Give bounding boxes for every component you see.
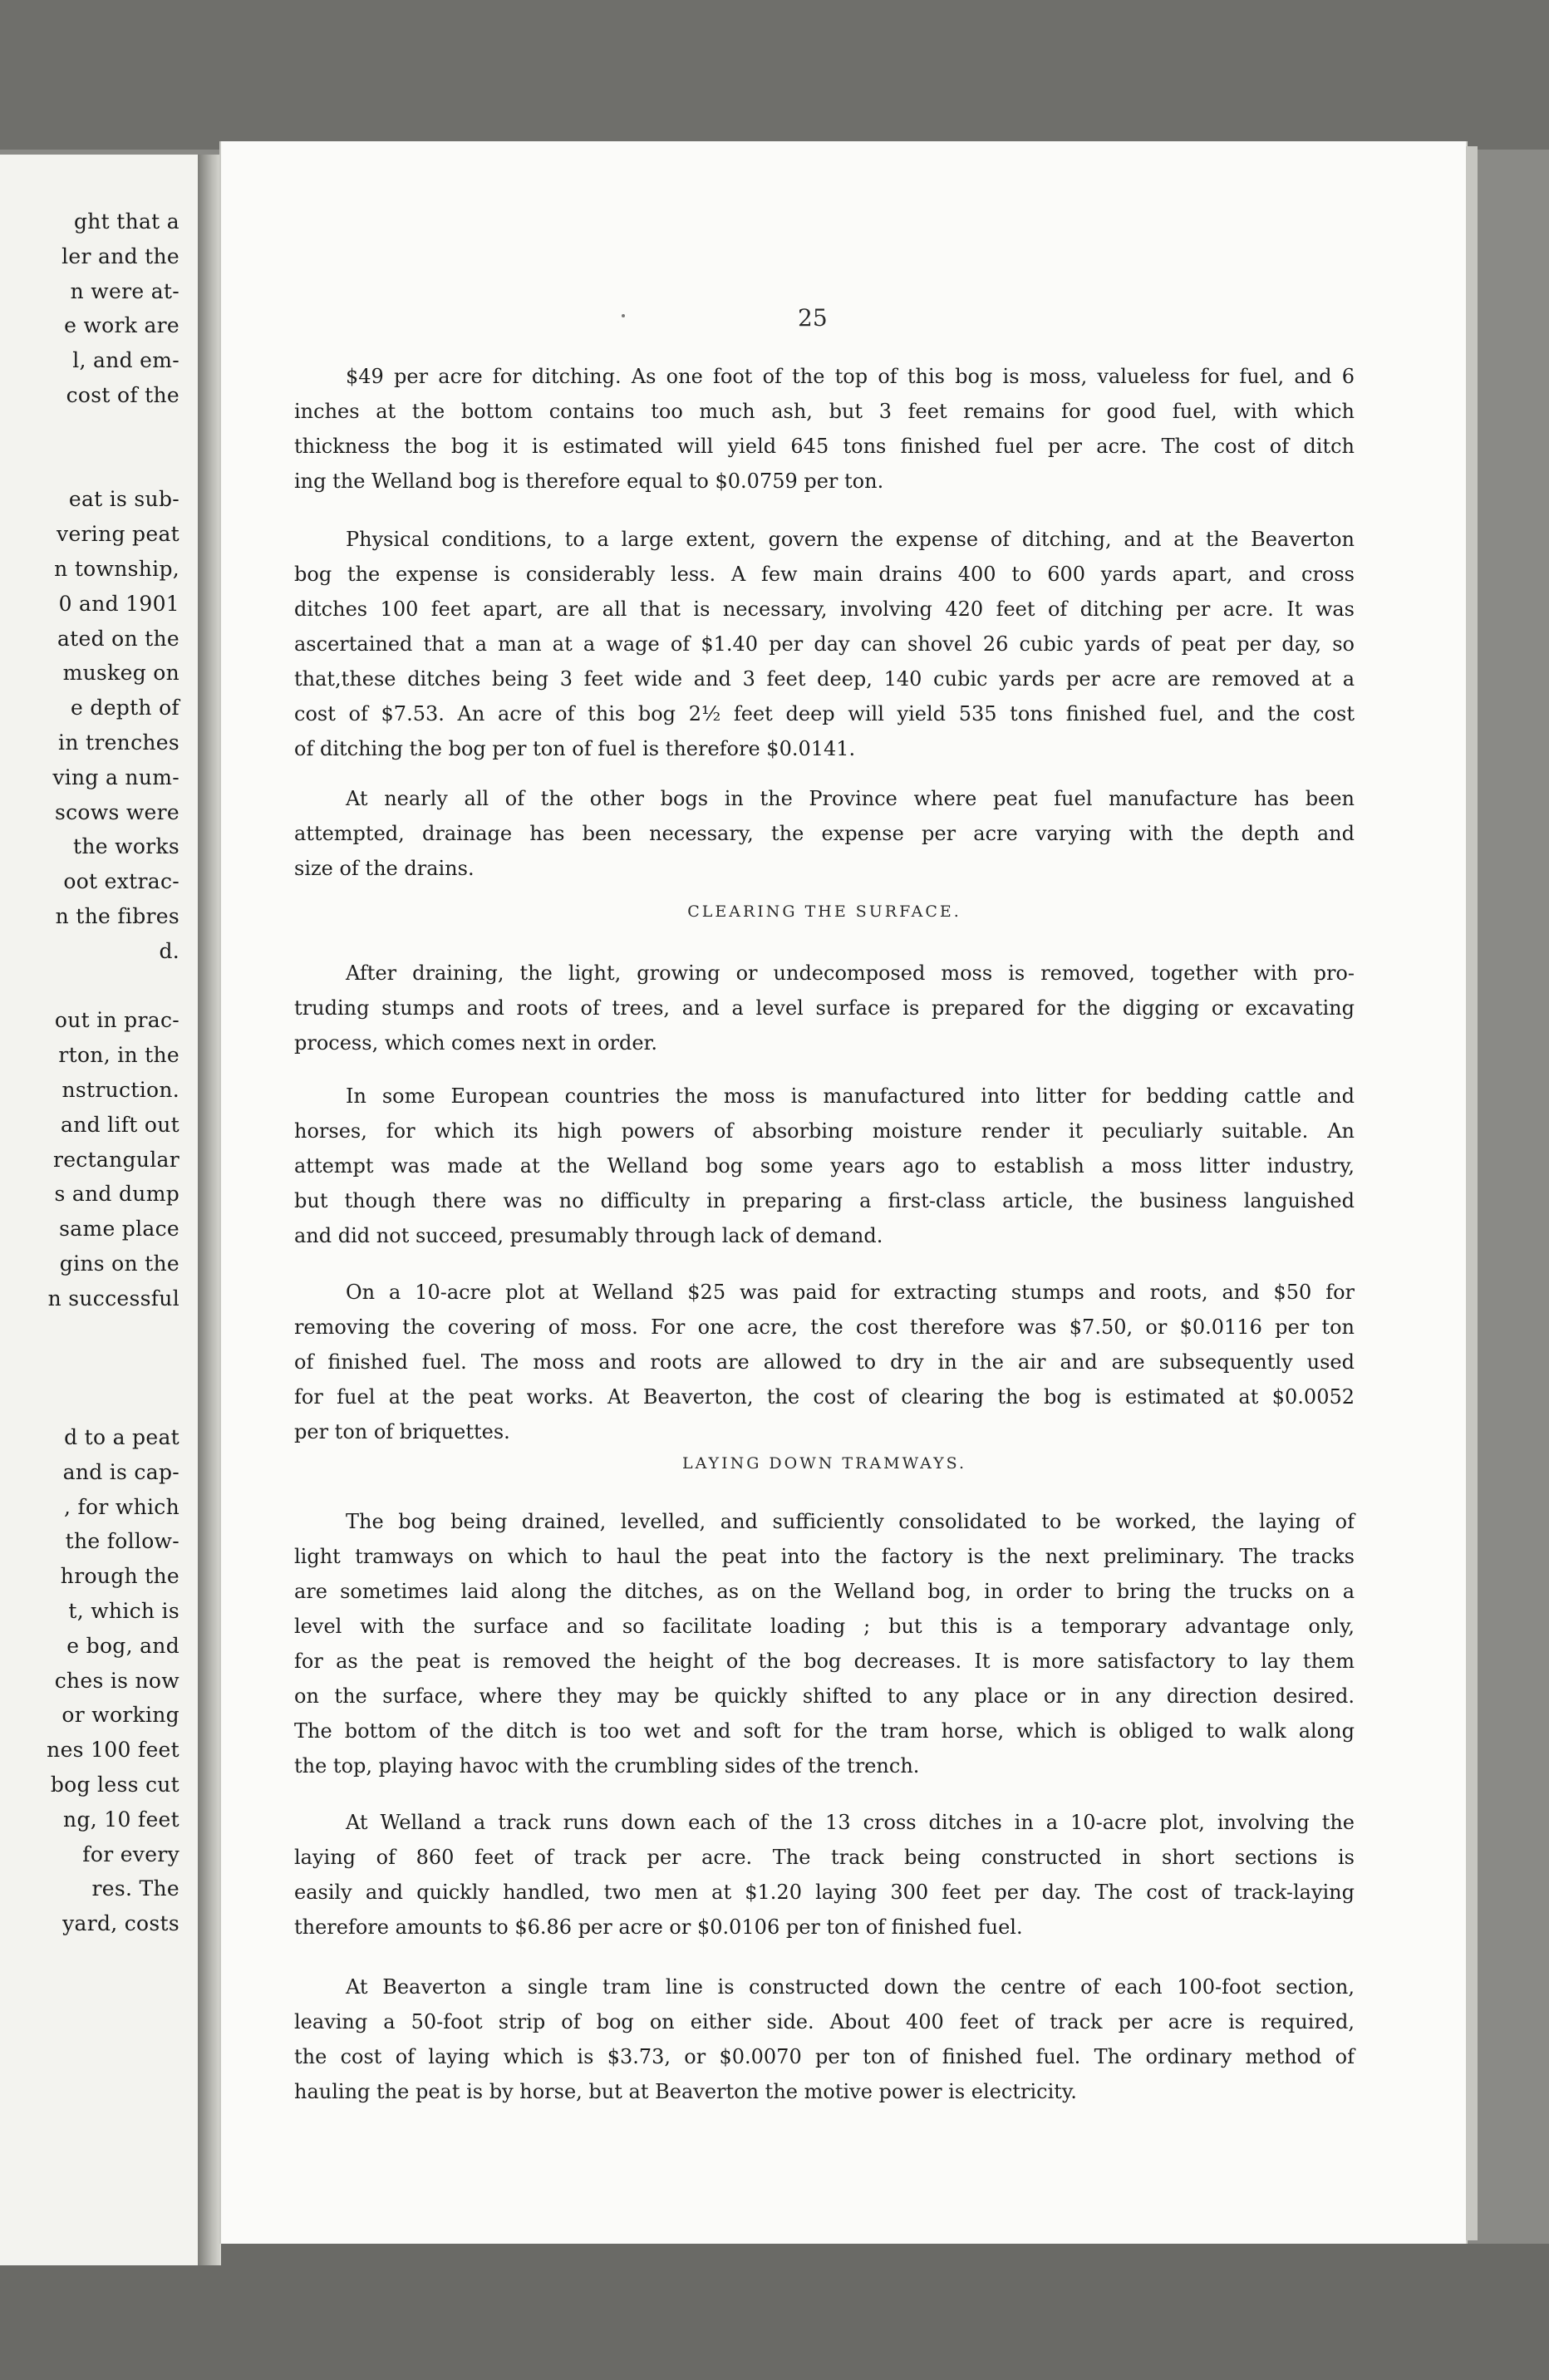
text-line: attempt was made at the Welland bog some years ago to establish a moss litter industry, [294, 1154, 1355, 1178]
left-page-fragment-line: nes 100 feet [47, 1738, 179, 1763]
left-page-fragment-line: for every [82, 1842, 179, 1866]
left-page-fragment-line: the follow- [65, 1529, 179, 1554]
text-line: On a 10-acre plot at Welland $25 was paid for extracting stumps and roots, and $50 for [346, 1281, 1355, 1304]
text-line: In some European countries the moss is manufactured into litter for bedding cattle and [346, 1084, 1355, 1108]
left-page-fragment-line: n township, [54, 557, 179, 581]
left-page-fragment-line: 0 and 1901 [58, 591, 179, 616]
left-page-fragment-line: e depth of [71, 696, 179, 720]
left-page-fragment-line: e work are [64, 313, 179, 338]
text-line: leaving a 50-foot strip of bog on either side. About 400 feet of track per acre is required, [294, 2010, 1355, 2033]
left-page-fragment-line: ated on the [57, 626, 179, 651]
left-page-fragment-line: bog less cut [50, 1773, 179, 1797]
text-line: After draining, the light, growing or undecomposed moss is removed, together with pro- [346, 961, 1355, 985]
paragraph [294, 781, 1355, 886]
left-page-fragment-line: same place [59, 1217, 179, 1242]
text-line: thickness the bog it is estimated will yield 645 tons finished fuel per acre. The cost of ditch [294, 435, 1355, 458]
left-page-fragment-line: gins on the [59, 1251, 179, 1276]
left-page-fragment-line: or working [61, 1703, 179, 1728]
text-line: horses, for which its high powers of absorbing moisture render it peculiarly suitable. An [294, 1119, 1355, 1143]
text-line: $49 per acre for ditching. As one foot of the top of this bog is moss, valueless for fuel, and 6 [346, 365, 1355, 388]
scan-background-bottom [0, 2244, 1549, 2380]
text-line: inches at the bottom contains too much ash, but 3 feet remains for good fuel, with which [294, 400, 1355, 423]
text-line: per ton of briquettes. [294, 1420, 510, 1443]
paragraph [294, 522, 1355, 766]
left-page-fragment-line: cost of the [66, 383, 179, 407]
section-heading: CLEARING THE SURFACE. [687, 902, 961, 921]
left-page-fragment-line: d. [159, 938, 179, 963]
text-line: process, which comes next in order. [294, 1031, 658, 1055]
left-page-fragment-line: s and dump [54, 1182, 179, 1207]
left-page-fragment-line: nstruction. [61, 1078, 179, 1102]
left-page-fragment-line: ches is now [54, 1668, 179, 1693]
text-line: cost of $7.53. An acre of this bog 2½ feet deep will yield 535 tons finished fuel, and the cost [294, 702, 1355, 725]
left-page-fragment-line: and lift out [61, 1112, 179, 1137]
text-line: the cost of laying which is $3.73, or $0.0070 per ton of finished fuel. The ordinary method of [294, 2045, 1355, 2068]
text-line: ascertained that a man at a wage of $1.40 per day can shovel 26 cubic yards of peat per day, so [294, 632, 1355, 656]
left-page-fragment-line: yard, costs [62, 1911, 179, 1936]
scan-background-top [0, 0, 1549, 150]
left-page-fragment-line: rectangular [52, 1147, 179, 1172]
paragraph [294, 1079, 1355, 1253]
left-page-fragment-line: ght that a [73, 209, 179, 234]
text-line: At Welland a track runs down each of the 13 cross ditches in a 10-acre plot, involving the [346, 1811, 1355, 1834]
text-line: hauling the peat is by horse, but at Beaverton the motive power is electricity. [294, 2080, 1077, 2103]
text-line: bog the expense is considerably less. A few main drains 400 to 600 yards apart, and cross [294, 563, 1355, 586]
text-line: on the surface, where they may be quickly shifted to any place or in any direction desired. [294, 1684, 1355, 1708]
text-line: level with the surface and so facilitate loading ; but this is a temporary advantage only, [294, 1615, 1355, 1638]
text-line: of ditching the bog per ton of fuel is therefore $0.0141. [294, 737, 856, 760]
text-line: that,these ditches being 3 feet wide and 3 feet deep, 140 cubic yards per acre are removed at a [294, 667, 1355, 691]
left-page-fragment-line: eat is sub- [68, 487, 179, 512]
text-line: are sometimes laid along the ditches, as on the Welland bog, in order to bring the trucks on a [294, 1580, 1355, 1603]
left-page-fragment-line: the works [73, 834, 179, 859]
text-line: The bog being drained, levelled, and sufficiently consolidated to be worked, the laying of [346, 1510, 1355, 1533]
left-page-fragment-line: oot extrac- [63, 869, 179, 894]
text-line: and did not succeed, presumably through lack of demand. [294, 1224, 883, 1247]
text-line: laying of 860 feet of track per acre. The track being constructed in short sections is [294, 1846, 1355, 1869]
page-edge [1466, 146, 1478, 2240]
text-line: ing the Welland bog is therefore equal to $0.0759 per ton. [294, 470, 884, 493]
text-line: truding stumps and roots of trees, and a level surface is prepared for the digging or excavating [294, 996, 1355, 1020]
text-line: light tramways on which to haul the peat into the factory is the next preliminary. The tracks [294, 1545, 1355, 1568]
text-line: but though there was no difficulty in preparing a first-class article, the business languished [294, 1189, 1355, 1212]
text-line: easily and quickly handled, two men at $1.20 laying 300 feet per day. The cost of track-laying [294, 1881, 1355, 1904]
paragraph [294, 1275, 1355, 1449]
paragraph [294, 1504, 1355, 1783]
left-page-fragment-line: t, which is [68, 1599, 179, 1623]
page-number: 25 [798, 304, 828, 332]
paragraph [294, 956, 1355, 1060]
text-line: At nearly all of the other bogs in the Province where peat fuel manufacture has been [346, 787, 1355, 810]
text-line: for as the peat is removed the height of the bog decreases. It is more satisfactory to lay them [294, 1650, 1355, 1673]
text-line: the top, playing havoc with the crumbling sides of the trench. [294, 1754, 920, 1778]
left-page-fragment-line: muskeg on [62, 661, 179, 686]
text-line: for fuel at the peat works. At Beaverton, the cost of clearing the bog is estimated at $0.0052 [294, 1385, 1355, 1409]
text-line: removing the covering of moss. For one acre, the cost therefore was $7.50, or $0.0116 per ton [294, 1315, 1355, 1339]
left-page-fragment-line: e bog, and [66, 1633, 179, 1658]
left-page-fragment-line: , for which [64, 1494, 179, 1519]
text-line: attempted, drainage has been necessary, the expense per acre varying with the depth and [294, 822, 1355, 845]
left-page-fragment-line: rton, in the [58, 1043, 179, 1068]
text-line: of finished fuel. The moss and roots are allowed to dry in the air and are subsequently used [294, 1350, 1355, 1374]
paragraph [294, 1805, 1355, 1945]
left-page-fragment-line: n were at- [70, 278, 179, 303]
left-page-fragment-line: in trenches [58, 730, 179, 755]
text-line: ditches 100 feet apart, are all that is necessary, involving 420 feet of ditching per acre. It was [294, 597, 1355, 621]
text-line: At Beaverton a single tram line is constructed down the centre of each 100-foot section, [346, 1975, 1355, 1999]
text-line: therefore amounts to $6.86 per acre or $0.0106 per ton of finished fuel. [294, 1915, 1023, 1939]
paragraph [294, 1969, 1355, 2109]
section-heading: LAYING DOWN TRAMWAYS. [681, 1454, 967, 1473]
ink-speck [622, 314, 625, 317]
left-page-fragment-line: n the fibres [55, 904, 179, 928]
left-page-fragment-line: ving a num- [52, 765, 179, 789]
left-page-fragment-line: res. The [91, 1876, 179, 1901]
book-gutter [198, 155, 221, 2265]
text-line: The bottom of the ditch is too wet and soft for the tram horse, which is obliged to walk along [294, 1719, 1355, 1743]
text-line: size of the drains. [294, 857, 475, 880]
left-page-fragment-line: scows were [55, 799, 179, 824]
left-page-fragment-line: and is cap- [62, 1459, 179, 1484]
left-page-fragment-line: n successful [47, 1286, 179, 1310]
left-page-fragment-line: ng, 10 feet [63, 1807, 179, 1832]
paragraph [294, 359, 1355, 499]
left-page-fragment-line: l, and em- [72, 348, 179, 373]
text-line: Physical conditions, to a large extent, govern the expense of ditching, and at the Beaverton [346, 528, 1355, 551]
left-page-fragment-line: ler and the [61, 243, 179, 268]
left-facing-page [0, 155, 200, 2265]
left-page-fragment-line: vering peat [57, 522, 179, 547]
left-page-fragment-line: d to a peat [64, 1425, 179, 1449]
left-page-fragment-line: hrough the [60, 1564, 179, 1589]
left-page-fragment-line: out in prac- [54, 1008, 179, 1033]
